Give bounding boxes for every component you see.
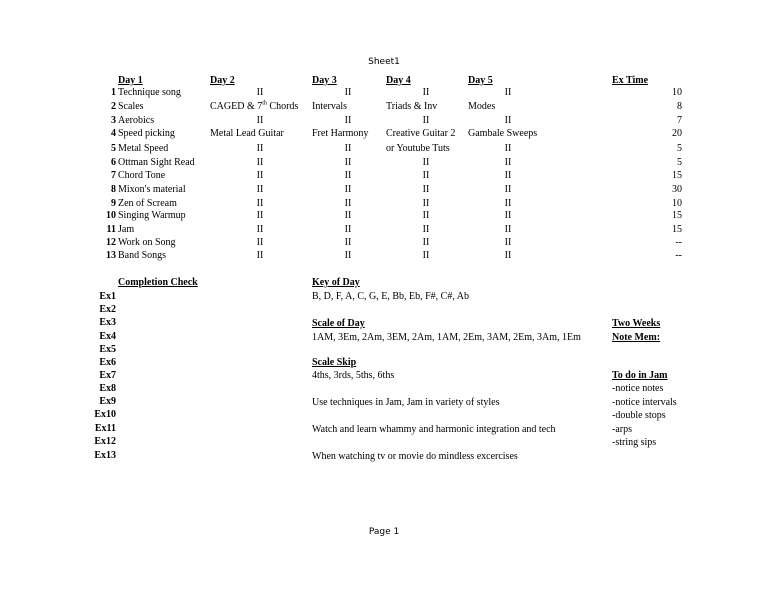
row-day3: II bbox=[344, 198, 352, 209]
todo-jam-item: -double stops bbox=[612, 410, 666, 421]
row-day3: II bbox=[344, 115, 352, 126]
row-day4: or Youtube Tuts bbox=[386, 143, 450, 154]
row-day2: II bbox=[256, 210, 264, 221]
row-day2: II bbox=[256, 115, 264, 126]
row-day5: II bbox=[504, 198, 512, 209]
completion-item: Ex2 bbox=[99, 304, 116, 315]
todo-jam-item: -notice intervals bbox=[612, 396, 677, 408]
todo-jam-item: -notice notes bbox=[612, 383, 664, 394]
row-day1: Mixon's material bbox=[118, 184, 186, 195]
row-ex-time: 15 bbox=[672, 224, 682, 235]
row-day1: Chord Tone bbox=[118, 170, 166, 181]
header-day4: Day 4 bbox=[386, 75, 411, 86]
completion-item: Ex9 bbox=[99, 396, 116, 407]
row-day2 bbox=[210, 101, 298, 113]
row-number: 8 bbox=[111, 184, 116, 195]
scale-of-day-value: 1AM, 3Em, 2Am, 3EM, 2Am, 1AM, 2Em, 3AM, 2Em, 3Am, 1Em bbox=[312, 332, 581, 343]
note-tv: When watching tv or movie do mindless excercises bbox=[312, 451, 518, 462]
row-ex-time: 10 bbox=[672, 87, 682, 98]
row-ex-time: 15 bbox=[672, 210, 682, 221]
row-day2-main: CAGED & 7 bbox=[210, 101, 263, 112]
note-mem-title: Note Mem: bbox=[612, 332, 661, 343]
row-day5: Modes bbox=[468, 101, 496, 112]
row-day3: II bbox=[344, 184, 352, 195]
row-day5: II bbox=[504, 87, 512, 98]
note-techniques: Use techniques in Jam, Jam in variety of styles bbox=[312, 397, 500, 408]
completion-item: Ex1 bbox=[99, 291, 116, 302]
completion-item: Ex7 bbox=[99, 370, 116, 381]
todo-jam-item: -arps bbox=[612, 423, 632, 435]
row-day1: Jam bbox=[118, 224, 135, 235]
row-number: 13 bbox=[106, 250, 116, 261]
note-whammy: Watch and learn whammy and harmonic integration and tech bbox=[312, 424, 556, 435]
scale-of-day-title: Scale of Day bbox=[312, 318, 365, 329]
row-day3: II bbox=[344, 210, 352, 221]
row-number: 10 bbox=[106, 210, 116, 221]
row-day5: II bbox=[504, 170, 512, 181]
completion-item: Ex4 bbox=[99, 331, 116, 342]
completion-item: Ex3 bbox=[99, 317, 116, 328]
row-number: 11 bbox=[106, 224, 116, 235]
row-day2: II bbox=[256, 87, 264, 98]
row-day5: II bbox=[504, 224, 512, 235]
row-ex-time: -- bbox=[675, 237, 682, 248]
row-day5: II bbox=[504, 157, 512, 168]
row-day1: Metal Speed bbox=[118, 143, 169, 154]
page-number: Page 1 bbox=[368, 527, 400, 537]
row-day5: Gambale Sweeps bbox=[468, 128, 538, 139]
header-ex-time: Ex Time bbox=[612, 75, 649, 86]
row-ex-time: -- bbox=[675, 250, 682, 261]
row-day5: II bbox=[504, 250, 512, 261]
completion-check-title: Completion Check bbox=[118, 277, 198, 288]
todo-jam-title: To do in Jam bbox=[612, 370, 668, 381]
row-day3: Fret Harmony bbox=[312, 128, 369, 139]
row-ex-time: 5 bbox=[677, 157, 682, 168]
row-ex-time: 20 bbox=[672, 128, 682, 139]
row-day1: Ottman Sight Read bbox=[118, 157, 195, 168]
row-day4: II bbox=[422, 170, 430, 181]
row-day2: II bbox=[256, 237, 264, 248]
row-day2: II bbox=[256, 250, 264, 261]
row-day2: II bbox=[256, 224, 264, 235]
completion-item: Ex10 bbox=[94, 409, 116, 420]
row-day1: Technique song bbox=[118, 87, 181, 98]
row-day1: Work on Song bbox=[118, 237, 176, 248]
row-day3: Intervals bbox=[312, 101, 347, 112]
header-day5: Day 5 bbox=[468, 75, 493, 86]
row-ex-time: 5 bbox=[677, 143, 682, 154]
key-of-day-value: B, D, F, A, C, G, E, Bb, Eb, F#, C#, Ab bbox=[312, 291, 470, 302]
sheet-title: Sheet1 bbox=[368, 57, 400, 67]
header-day1: Day 1 bbox=[118, 75, 143, 86]
row-day3: II bbox=[344, 143, 352, 154]
row-day4: II bbox=[422, 184, 430, 195]
row-day2-sup: th bbox=[262, 100, 267, 107]
row-number: 1 bbox=[111, 87, 116, 98]
row-day2: II bbox=[256, 170, 264, 181]
key-of-day-title: Key of Day bbox=[312, 277, 360, 288]
row-day2: II bbox=[256, 198, 264, 209]
header-day3: Day 3 bbox=[312, 75, 337, 86]
row-day4: Creative Guitar 2 bbox=[386, 128, 456, 139]
row-day4: II bbox=[422, 198, 430, 209]
row-number: 9 bbox=[111, 198, 116, 209]
row-number: 7 bbox=[111, 170, 116, 181]
row-day5: II bbox=[504, 237, 512, 248]
todo-jam-item: -string sips bbox=[612, 437, 657, 448]
row-day1: Aerobics bbox=[118, 115, 155, 126]
row-ex-time: 7 bbox=[677, 115, 682, 126]
row-day5: II bbox=[504, 143, 512, 154]
row-day3: II bbox=[344, 237, 352, 248]
row-number: 4 bbox=[111, 128, 116, 139]
row-day5: II bbox=[504, 115, 512, 126]
completion-item: Ex11 bbox=[94, 423, 116, 434]
row-day2: II bbox=[256, 184, 264, 195]
row-day4: II bbox=[422, 224, 430, 235]
completion-item: Ex8 bbox=[99, 383, 116, 394]
row-day4: II bbox=[422, 157, 430, 168]
completion-item: Ex12 bbox=[94, 436, 116, 447]
row-number: 3 bbox=[111, 115, 116, 126]
row-number: 5 bbox=[111, 143, 116, 154]
row-day4: II bbox=[422, 87, 430, 98]
row-day3: II bbox=[344, 224, 352, 235]
row-day4: II bbox=[422, 250, 430, 261]
completion-item: Ex13 bbox=[94, 450, 116, 461]
row-day3: II bbox=[344, 250, 352, 261]
row-day5: II bbox=[504, 184, 512, 195]
row-day2: II bbox=[256, 143, 264, 154]
row-day3: II bbox=[344, 170, 352, 181]
row-day3: II bbox=[344, 157, 352, 168]
row-day2: II bbox=[256, 157, 264, 168]
row-day1: Band Songs bbox=[118, 250, 167, 261]
scale-skip-title: Scale Skip bbox=[312, 357, 357, 368]
row-day4: II bbox=[422, 237, 430, 248]
row-day1: Singing Warmup bbox=[118, 210, 186, 221]
row-ex-time: 10 bbox=[672, 198, 682, 209]
row-ex-time: 8 bbox=[677, 101, 682, 112]
header-day2: Day 2 bbox=[210, 75, 235, 86]
row-day1: Zen of Scream bbox=[118, 198, 177, 209]
row-day4: Triads & Inv bbox=[386, 101, 438, 112]
row-day5: II bbox=[504, 210, 512, 221]
completion-item: Ex5 bbox=[99, 344, 116, 355]
row-number: 12 bbox=[106, 237, 116, 248]
two-weeks-title: Two Weeks bbox=[612, 318, 661, 329]
row-day2-tail: Chords bbox=[266, 101, 299, 112]
row-number: 6 bbox=[111, 157, 116, 168]
row-day1: Scales bbox=[118, 101, 144, 112]
row-day2: Metal Lead Guitar bbox=[210, 128, 284, 139]
row-day1: Speed picking bbox=[118, 128, 175, 139]
row-day3: II bbox=[344, 87, 352, 98]
row-day4: II bbox=[422, 210, 430, 221]
row-day4: II bbox=[422, 115, 430, 126]
completion-item: Ex6 bbox=[99, 357, 116, 368]
scale-skip-value: 4ths, 3rds, 5ths, 6ths bbox=[312, 370, 395, 381]
row-number: 2 bbox=[111, 101, 116, 112]
row-ex-time: 30 bbox=[672, 184, 682, 195]
row-ex-time: 15 bbox=[672, 170, 682, 181]
